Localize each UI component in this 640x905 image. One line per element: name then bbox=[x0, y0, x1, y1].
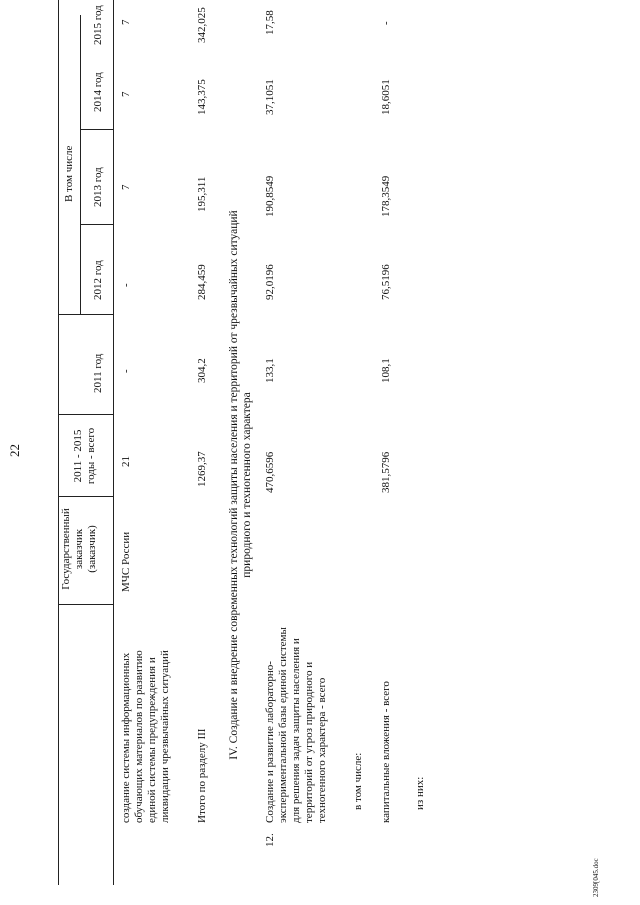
row2-2014: 143,375 bbox=[196, 79, 208, 115]
row3-number: 12. bbox=[264, 833, 276, 847]
row5-2015: - bbox=[380, 21, 392, 25]
header-year-2011: 2011 год bbox=[92, 353, 104, 393]
row5-2011: 108,1 bbox=[380, 358, 392, 383]
row3-2015: 17,58 bbox=[264, 10, 276, 35]
row1-customer: МЧС России bbox=[120, 531, 132, 592]
section-title: IV. Создание и внедрение современных технологий защиты населения и территорий от чрезвычайных ситуаций природного и техногенного характера bbox=[228, 210, 253, 760]
header-including: В том числе bbox=[63, 145, 75, 202]
row5-2012: 76,5196 bbox=[380, 264, 392, 300]
header-period: 2011 - 2015 годы - всего bbox=[72, 427, 97, 485]
including-divider bbox=[80, 15, 81, 315]
row2-name: Итого по разделу III bbox=[196, 728, 208, 823]
table-top-border bbox=[58, 0, 59, 885]
col-divider-2014 bbox=[80, 129, 113, 130]
row1-name: создание системы информационных обучающих материалов по развитию единой системы предупреждения и ликвидации чрезвычайных ситуаций bbox=[120, 650, 171, 823]
header-year-2015: 2015 год bbox=[92, 5, 104, 45]
row3-2014: 37,1051 bbox=[264, 79, 276, 115]
row6-name: из них: bbox=[414, 776, 426, 810]
row5-2014: 18,6051 bbox=[380, 79, 392, 115]
header-year-2012: 2012 год bbox=[92, 260, 104, 300]
row5-name: капитальные вложения - всего bbox=[380, 681, 392, 823]
row1-2013: 7 bbox=[120, 184, 132, 190]
col-divider-2013 bbox=[80, 224, 113, 225]
col-divider-total bbox=[58, 496, 113, 497]
header-year-2013: 2013 год bbox=[92, 167, 104, 207]
row5-2013: 178,3549 bbox=[380, 175, 392, 217]
row1-2014: 7 bbox=[120, 91, 132, 97]
footer-doc-code: 2309[045.doc bbox=[592, 858, 600, 897]
page-number: 22 bbox=[7, 444, 22, 457]
row3-2012: 92,0196 bbox=[264, 264, 276, 300]
row1-2015: 7 bbox=[120, 19, 132, 25]
row1-total: 21 bbox=[120, 456, 132, 467]
row3-2011: 133,1 bbox=[264, 358, 276, 383]
header-year-2014: 2014 год bbox=[92, 72, 104, 112]
row2-2012: 284,459 bbox=[196, 264, 208, 300]
row2-2011: 304,2 bbox=[196, 358, 208, 383]
row1-2012: - bbox=[120, 283, 132, 287]
row2-2013: 195,311 bbox=[196, 176, 208, 212]
row3-2013: 190,8549 bbox=[264, 175, 276, 217]
row2-2015: 342,025 bbox=[196, 7, 208, 43]
row3-name: Создание и развитие лабораторно- экспериментальной базы единой системы для решения задач защиты населения и территорий от угроз природного и техногенного характера - всего bbox=[264, 627, 328, 823]
col-divider-customer bbox=[58, 604, 113, 605]
header-bottom-border bbox=[113, 0, 114, 885]
header-customer: Государственный заказчик (заказчик) bbox=[60, 508, 98, 590]
row4-name: в том числе: bbox=[352, 752, 364, 810]
col-divider-2011 bbox=[58, 414, 113, 415]
col-divider-2012 bbox=[58, 314, 113, 315]
row1-2011: - bbox=[120, 369, 132, 373]
row3-total: 470,6596 bbox=[264, 451, 276, 493]
row5-total: 381,5796 bbox=[380, 451, 392, 493]
row2-total: 1269,37 bbox=[196, 451, 208, 487]
